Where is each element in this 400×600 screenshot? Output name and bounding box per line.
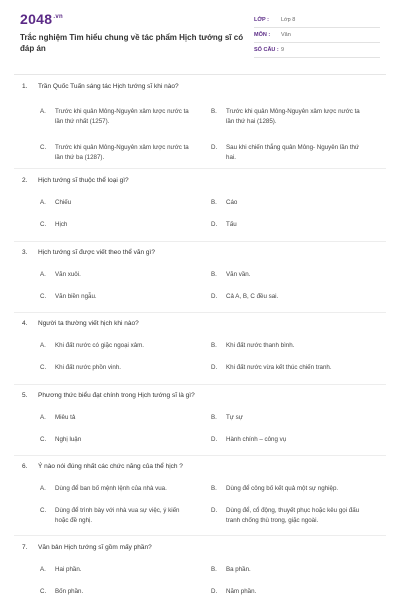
option-text: Khi đất nước thanh bình.	[226, 342, 295, 349]
question-text	[22, 249, 155, 256]
option-d[interactable]	[211, 506, 364, 526]
page-header	[0, 0, 400, 68]
option-text: Hai phần.	[55, 566, 82, 573]
meta-value: Lớp 8	[281, 17, 296, 23]
option-text: Nghị luận	[55, 436, 82, 443]
meta-table	[254, 13, 380, 58]
option-letter: B.	[211, 566, 217, 573]
site-logo[interactable]	[20, 11, 63, 27]
option-letter: D.	[211, 588, 218, 595]
option-a[interactable]	[40, 198, 193, 208]
question-text	[22, 463, 183, 470]
question-label: Ý nào nói đúng nhất các chức năng của thể hịch ?	[38, 463, 183, 470]
option-letter: C.	[40, 364, 47, 371]
question-divider	[14, 455, 386, 456]
question-divider	[14, 312, 386, 313]
option-text: Dùng để ban bố mệnh lệnh của nhà vua.	[55, 485, 167, 492]
option-text: Trước khi quân Mông-Nguyên xâm lược nước ta lần thứ ba (1287).	[55, 144, 189, 161]
meta-row-subject	[254, 28, 380, 43]
header-divider	[14, 74, 386, 75]
option-c[interactable]	[40, 363, 193, 373]
option-b[interactable]	[211, 413, 364, 423]
option-b[interactable]	[211, 484, 364, 494]
option-text: Dùng để, cổ động, thuyết phục hoặc kêu gọi đấu tranh chống thù trong, giặc ngoài.	[226, 507, 360, 524]
option-letter: A.	[40, 566, 46, 573]
option-text: Sau khi chiến thắng quân Mông- Nguyên lần thứ hai.	[226, 144, 360, 161]
option-letter: D.	[211, 507, 218, 514]
option-text: Chiếu	[55, 199, 72, 206]
option-text: Miêu tả	[55, 414, 76, 421]
meta-label: LỚP :	[254, 17, 269, 23]
option-a[interactable]	[40, 565, 193, 575]
option-text: Trước khi quân Mông-Nguyên xâm lược nước ta lần thứ nhất (1257).	[55, 108, 189, 125]
option-a[interactable]	[40, 484, 193, 494]
question-divider	[14, 241, 386, 242]
option-text: Ba phần.	[226, 566, 251, 573]
question-divider	[14, 535, 386, 536]
option-letter: D.	[211, 436, 218, 443]
option-text: Văn vần.	[226, 271, 251, 278]
question-text	[22, 320, 139, 327]
option-text: Văn xuôi.	[55, 271, 81, 278]
question-divider	[14, 384, 386, 385]
meta-label: MÔN :	[254, 32, 271, 38]
option-letter: B.	[211, 271, 217, 278]
question-text	[22, 544, 152, 551]
option-text: Hành chính – công vụ	[226, 436, 287, 443]
option-text: Cáo	[226, 199, 238, 206]
option-text: Dùng để công bố kết quả một sự nghiệp.	[226, 485, 339, 492]
option-a[interactable]	[40, 270, 193, 280]
option-c[interactable]	[40, 292, 193, 302]
option-d[interactable]	[211, 292, 364, 302]
option-a[interactable]	[40, 413, 193, 423]
option-letter: C.	[40, 436, 47, 443]
question-label: Hịch tướng sĩ thuộc thể loại gì?	[38, 177, 129, 184]
option-letter: B.	[211, 414, 217, 421]
option-text: Tấu	[226, 221, 237, 228]
option-letter: C.	[40, 293, 47, 300]
option-letter: A.	[40, 271, 46, 278]
option-letter: C.	[40, 588, 47, 595]
option-d[interactable]	[211, 435, 364, 445]
option-b[interactable]	[211, 198, 364, 208]
option-text: Bốn phần.	[55, 588, 84, 595]
option-letter: A.	[40, 414, 46, 421]
option-letter: A.	[40, 485, 46, 492]
meta-value: 9	[281, 47, 285, 53]
question-divider	[14, 168, 386, 169]
option-c[interactable]	[40, 435, 193, 445]
option-text: Khi đất nước có giặc ngoại xâm.	[55, 342, 145, 349]
option-a[interactable]	[40, 107, 193, 127]
question-number: 5.	[22, 392, 28, 399]
option-text: Tự sự	[226, 414, 243, 421]
option-letter: C.	[40, 507, 47, 514]
option-b[interactable]	[211, 107, 364, 127]
option-a[interactable]	[40, 341, 193, 351]
meta-label: SỐ CÂU :	[254, 47, 279, 53]
option-text: Trước khi quân Mông-Nguyên xâm lược nước ta lần thứ hai (1285).	[226, 108, 360, 125]
question-number: 1.	[22, 83, 28, 90]
option-b[interactable]	[211, 565, 364, 575]
question-label: Phương thức biểu đạt chính trong Hịch tướng sĩ là gì?	[38, 392, 195, 399]
option-letter: D.	[211, 293, 218, 300]
option-letter: C.	[40, 221, 47, 228]
option-text: Hịch	[55, 221, 68, 228]
option-text: Dùng để trình bày với nhà vua sự việc, ý kiến hoặc đề nghị.	[55, 507, 180, 524]
question-label: Văn bản Hịch tướng sĩ gồm mấy phần?	[38, 544, 152, 551]
question-number: 6.	[22, 463, 28, 470]
option-letter: A.	[40, 199, 46, 206]
option-d[interactable]	[211, 587, 364, 597]
meta-value: Văn	[281, 32, 291, 38]
option-letter: B.	[211, 485, 217, 492]
question-text	[22, 177, 129, 184]
logo-main: 2048	[20, 11, 53, 27]
option-letter: A.	[40, 342, 46, 349]
option-letter: D.	[211, 221, 218, 228]
question-number: 2.	[22, 177, 28, 184]
option-letter: D.	[211, 364, 218, 371]
option-c[interactable]	[40, 220, 193, 230]
question-label: Trần Quốc Tuấn sáng tác Hịch tướng sĩ khi nào?	[38, 83, 179, 90]
question-number: 7.	[22, 544, 28, 551]
question-text	[22, 83, 179, 90]
question-label: Người ta thường viết hịch khi nào?	[38, 320, 139, 327]
question-number: 3.	[22, 249, 28, 256]
option-text: Khi đất nước phồn vinh.	[55, 364, 121, 371]
option-b[interactable]	[211, 341, 364, 351]
page-title: Trắc nghiệm Tìm hiểu chung về tác phẩm Hịch tướng sĩ có đáp án	[20, 33, 244, 53]
option-c[interactable]	[40, 143, 193, 163]
logo-suffix: .vn	[53, 14, 63, 21]
meta-row-count	[254, 43, 380, 58]
question-label: Hịch tướng sĩ được viết theo thể văn gì?	[38, 249, 155, 256]
option-text: Cả A, B, C đều sai.	[226, 293, 279, 300]
option-letter: A.	[40, 108, 46, 115]
option-letter: B.	[211, 199, 217, 206]
option-letter: B.	[211, 108, 217, 115]
option-text: Năm phần.	[226, 588, 257, 595]
option-c[interactable]	[40, 587, 193, 597]
option-d[interactable]	[211, 143, 364, 163]
option-letter: C.	[40, 144, 47, 151]
question-number: 4.	[22, 320, 28, 327]
option-d[interactable]	[211, 220, 364, 230]
meta-row-class	[254, 13, 380, 28]
option-letter: D.	[211, 144, 218, 151]
option-d[interactable]	[211, 363, 364, 373]
option-text: Văn biền ngẫu.	[55, 293, 97, 300]
option-c[interactable]	[40, 506, 193, 526]
option-b[interactable]	[211, 270, 364, 280]
option-text: Khi đất nước vừa kết thúc chiến tranh.	[226, 364, 332, 371]
option-letter: B.	[211, 342, 217, 349]
question-text	[22, 392, 195, 399]
